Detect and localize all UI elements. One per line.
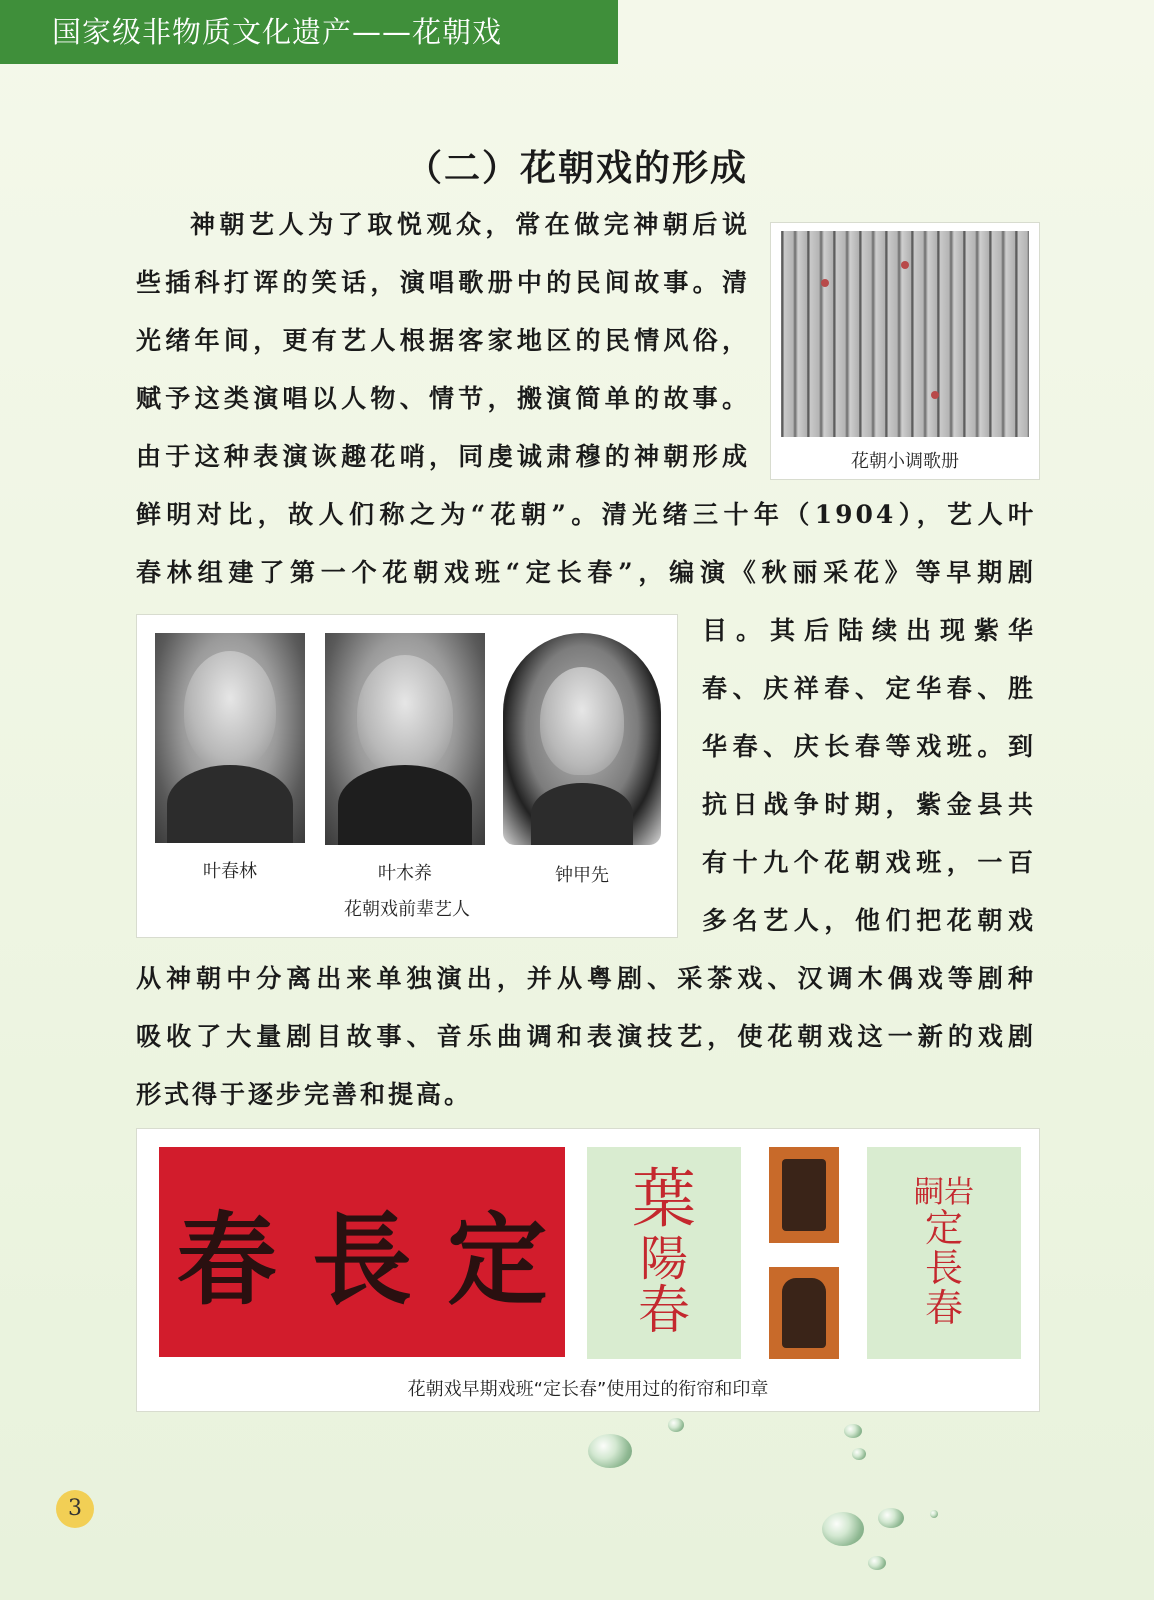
seal-object-photo	[769, 1147, 839, 1243]
songbook-figure	[770, 222, 1040, 480]
seal-print-left	[587, 1147, 741, 1359]
text-line: 春、庆祥春、定华春、胜	[702, 674, 1036, 703]
text-line: 神朝艺人为了取悦观众，常在做完神朝后说	[190, 210, 750, 239]
seal-object-photo	[769, 1267, 839, 1359]
water-droplet-icon	[588, 1434, 632, 1468]
text-line: 有十九个花朝戏班，一百	[702, 848, 1036, 877]
text-line: 目。其后陆续出现紫华	[702, 616, 1036, 645]
troupe-banner	[159, 1147, 565, 1357]
troupe-figure	[136, 1128, 1040, 1412]
text-line: 些插科打诨的笑话，演唱歌册中的民间故事。清	[136, 268, 750, 297]
artist-name: 叶木养	[378, 863, 432, 884]
text-line: 形式得于逐步完善和提高。	[136, 1080, 473, 1109]
seal-mark-icon	[931, 391, 939, 399]
banner-char: 長	[311, 1201, 412, 1319]
water-droplet-icon	[844, 1424, 862, 1438]
artist-name: 叶春林	[203, 861, 257, 882]
portrait-photo	[155, 633, 305, 843]
chapter-title: 国家级非物质文化遗产——花朝戏	[52, 15, 503, 49]
seal-char: 嗣岩	[914, 1175, 974, 1211]
banner-char: 春	[176, 1201, 277, 1319]
text-line: 华春、庆长春等戏班。到	[702, 732, 1036, 761]
artists-figure	[136, 614, 678, 938]
songbook-caption: 花朝小调歌册	[851, 451, 959, 472]
chapter-header	[0, 0, 618, 64]
songbook-image	[781, 231, 1029, 437]
seal-char: 定	[924, 1205, 963, 1250]
seal-char: 陽	[639, 1231, 688, 1288]
text-line: 多名艺人，他们把花朝戏	[702, 906, 1036, 935]
portrait-photo	[503, 633, 661, 845]
text-line: 光绪年间，更有艺人根据客家地区的民情风俗，	[136, 326, 750, 355]
text-line: 从神朝中分离出来单独演出，并从粤剧、采茶戏、汉调木偶戏等剧种	[136, 964, 1036, 993]
seal-char: 春	[924, 1285, 963, 1330]
text-line: 抗日战争时期，紫金县共	[702, 790, 1036, 819]
banner-char: 定	[447, 1201, 548, 1319]
text-line: 吸收了大量剧目故事、音乐曲调和表演技艺，使花朝戏这一新的戏剧	[136, 1022, 1036, 1051]
artist-name: 钟甲先	[555, 865, 609, 886]
seal-char: 長	[924, 1245, 963, 1290]
water-droplet-icon	[668, 1418, 684, 1432]
seal-char: 葉	[632, 1162, 696, 1237]
seal-print-right	[867, 1147, 1021, 1359]
text-line: 赋予这类演唱以人物、情节，搬演简单的故事。	[136, 384, 750, 413]
seal-mark-icon	[901, 261, 909, 269]
section-title: （二）花朝戏的形成	[405, 148, 748, 189]
seal-mark-icon	[821, 279, 829, 287]
water-droplet-icon	[930, 1510, 938, 1518]
text-line: 春林组建了第一个花朝戏班“定长春”，编演《秋丽采花》等早期剧	[136, 558, 1036, 587]
portrait-photo	[325, 633, 485, 845]
troupe-caption: 花朝戏早期戏班“定长春”使用过的衔帘和印章	[407, 1379, 769, 1400]
text-line: 鲜明对比，故人们称之为“花朝”。清光绪三十年（1904），艺人叶	[136, 500, 1036, 529]
water-droplet-icon	[822, 1512, 864, 1546]
water-droplet-icon	[868, 1556, 886, 1570]
text-line: 由于这种表演诙趣花哨，同虔诚肃穆的神朝形成	[136, 442, 750, 471]
artists-caption: 花朝戏前辈艺人	[344, 899, 470, 920]
page-number: 3	[56, 1490, 94, 1528]
water-droplet-icon	[878, 1508, 904, 1528]
water-droplet-icon	[852, 1448, 866, 1460]
seal-char: 春	[637, 1281, 690, 1342]
